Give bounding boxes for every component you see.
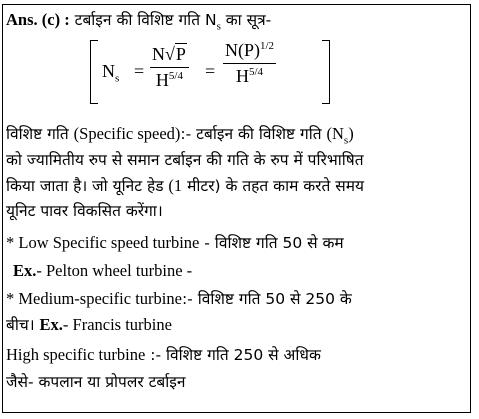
paragraph-line-2: को ज्यामितीय रुप से समान टर्बाइन की गति के रुप में परिभाषित [6,151,364,169]
answer-label: Ans. (c) : [6,10,70,29]
high-specific-item: High specific turbine :- विशिष्ट गति 250 से अधिक [6,345,321,364]
specific-speed-formula [90,40,330,106]
formula-lhs: $N_s$ [102,61,120,85]
formula-left-bracket [90,40,98,104]
paragraph-line-4: यूनिट पावर विकसित करेंगा। [6,202,163,220]
answer-intro-end: का सूत्र- [220,11,272,29]
formula-right-bracket [322,40,330,104]
formula-equals-1: = [134,61,145,81]
answer-intro: टर्बाइन की विशिष्ट गति N [69,11,217,29]
answer-heading [6,10,271,36]
answer-intro-sub: s [216,20,221,33]
high-specific-example: जैसे- कपलान या प्रोपलर टर्बाइन [6,373,186,391]
medium-specific-item: * Medium-specific turbine:- विशिष्ट गति 50 से 250 के [6,289,352,308]
medium-specific-example: बीच। Ex.- Francis turbine [6,315,172,334]
paragraph-line-1: विशिष्ट गति (Specific speed):- टर्बाइन की विशिष्ट गति $(N_s)$ [6,124,354,147]
low-specific-example: Ex.- Pelton wheel turbine - [13,261,193,280]
low-specific-item: * Low Specific speed turbine - विशिष्ट गति 50 से कम [6,233,344,252]
paragraph-line-3: किया जाता है। जो यूनिट हेड (1 मीटर) के तहत काम करते समय [6,176,365,195]
formula-fraction-1: $\frac{N√P}{H^{5/4}}$ [150,44,189,91]
formula-fraction-2: $\frac{N(P)^{1/2}}{H^{5/4}}$ [225,40,275,86]
formula-equals-2: = [205,61,216,81]
